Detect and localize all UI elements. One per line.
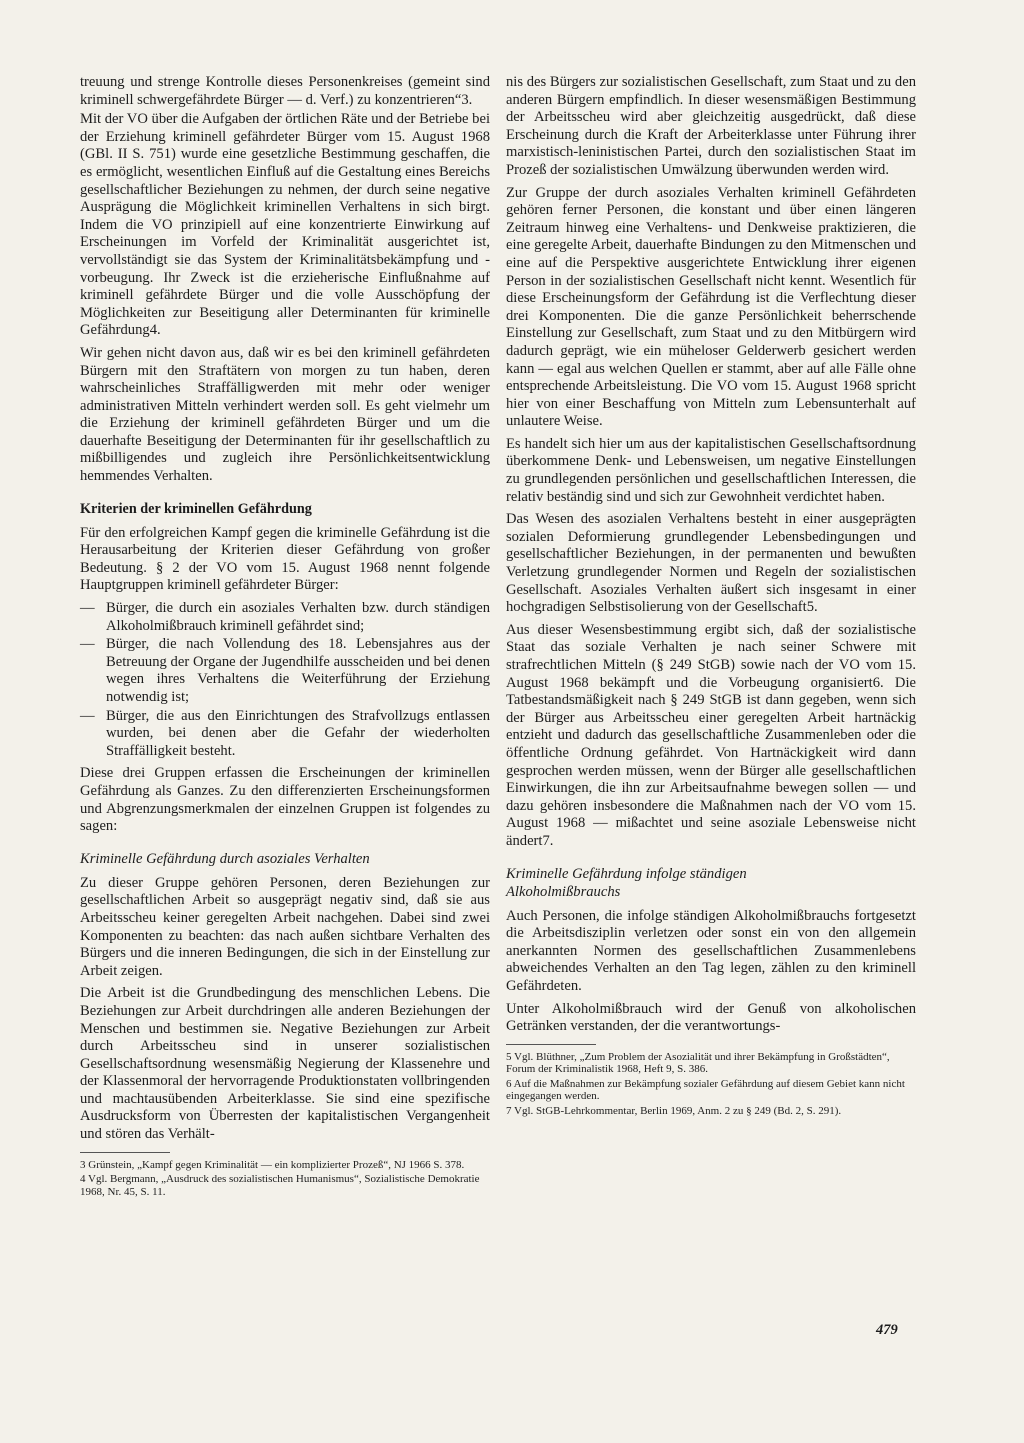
- paragraph: Zur Gruppe der durch asoziales Verhalten kriminell Gefährdeten gehören ferner Personen, die konstant und über einen längeren Zeitraum hinweg eine Verhaltens- und Denkweise praktizieren, die eine geregelte Arbeit, dauerhafte Bindungen zu den Mitmenschen und eine auf die Perspektive ausgerichtete Entwicklung ihrer eigenen Person in der sozialistischen Gesellschaft nicht kennt. Wesentlich für diese Erscheinungsform der Gefährdung ist die Verflechtung dieser drei Komponenten. Die die ganze Persönlichkeit beherrschende Einstellung zur Gesellschaft, zum Staat und zu den Mitbürgern wird dadurch geprägt, wie ein müheloser Gelderwerb gesichert werden kann — egal aus welchen Quellen er stammt, aber auf alle Fälle ohne entsprechende Arbeitsleistung. Die VO vom 15. August 1968 spricht hier von einer Beschaffung von Mitteln zum Lebensunterhalt auf unlautere Weise.: [506, 184, 916, 430]
- paragraph: Für den erfolgreichen Kampf gegen die kriminelle Gefährdung ist die Herausarbeitung der Kriterien dieser Gefährdung von großer Bedeutung. § 2 der VO vom 15. August 1968 nennt folgende Hauptgruppen kriminell gefährdeter Bürger:: [80, 524, 490, 594]
- paragraph: Aus dieser Wesensbestimmung ergibt sich, daß der sozialistische Staat das soziale Verhalten je nach seiner Schwere mit strafrechtlichen Mitteln (§ 249 StGB) sowie nach der VO vom 15. August 1968 bekämpft und die Vorbeugung organisiert6. Die Tatbestandsmäßigkeit nach § 249 StGB ist dann gegeben, wenn sich der Bürger aus Arbeitsscheu einer geregelten Arbeit hartnäckig entzieht und dadurch das gesellschaftliche Zusammenleben oder die öffentliche Ordnung gefährdet. Von Hartnäckigkeit wird dann gesprochen werden müssen, wenn der Bürger alle gesellschaftlichen Einwirkungen, die ihn zur Arbeitsaufnahme bewegen sollen — und dazu gehören insbesondere die Maßnahmen nach der VO vom 15. August 1968 — mißachtet und seine asoziale Lebensweise nicht ändert7.: [506, 621, 916, 849]
- paragraph: Auch Personen, die infolge ständigen Alkoholmißbrauchs fortgesetzt die Arbeitsdisziplin verletzen oder sonst ein von den allgemein anerkannten Normen des gesellschaftlichen Zusammenlebens abweichendes Verhalten an den Tag legen, zählen zu den kriminell Gefährdeten.: [506, 907, 916, 994]
- paragraph: Es handelt sich hier um aus der kapitalistischen Gesellschaftsordnung überkommene Denk- und Lebensweisen, um negative Einstellungen zu grundlegenden persönlichen und gesellschaftlichen Interessen, die relativ beständig sind und sich zur Gewohnheit verdichtet haben.: [506, 435, 916, 505]
- list-item-text: Bürger, die aus den Einrichtungen des Strafvollzugs entlassen wurden, bei denen aber die Gefahr der wiederholten Straffälligkeit besteht.: [106, 707, 490, 759]
- paragraph: Das Wesen des asozialen Verhaltens besteht in einer ausgeprägten sozialen Deformierung grundlegender Lebensbedingungen und gesellschaftlicher Beziehungen, in der permanenten und bewußten Verletzung grundlegender Normen und Regeln der sozialistischen Gesellschaft. Asoziales Verhalten äußert sich insgesamt in einer hochgradigen Selbstisolierung von der Gesellschaft5.: [506, 511, 916, 616]
- list-dash: —: [80, 707, 95, 724]
- section-heading: Kriterien der kriminellen Gefährdung: [80, 500, 312, 517]
- criteria-list: [80, 600, 490, 760]
- paragraph: Wir gehen nicht davon aus, daß wir es bei den kriminell gefährdeten Bürgern mit den Straftätern von morgen zu tun haben, deren wahrscheinliches Straffälligwerden mit mehr oder weniger administrativen Mitteln verhindert werden soll. Es geht vielmehr um die Erziehung der kriminell gefährdeten Bürger und um die dauerhafte Beseitigung der Determinanten für ihr gesellschaftlich zu mißbilligendes und zugleich ihre Persönlichkeitsentwicklung hemmendes Verhalten.: [80, 344, 490, 485]
- paragraph: nis des Bürgers zur sozialistischen Gesellschaft, zum Staat und zu den anderen Bürgern empfindlich. In dieser wesensmäßigen Bestimmung der Arbeitsscheu wird aber gleichzeitig ausgedrückt, daß diese Erscheinung durch die Kraft der Arbeiterklasse unter Führung ihrer marxistisch-leninistischen Partei, durch den sozialistischen Staat im Prozeß der sozialistischen Umwälzung überwunden werden wird.: [506, 74, 916, 178]
- list-item: [80, 600, 490, 635]
- subsection-heading: Kriminelle Gefährdung durch asoziales Verhalten: [80, 850, 370, 867]
- paragraph: Diese drei Gruppen erfassen die Erscheinungen der kriminellen Gefährdung als Ganzes. Zu den differenzierten Erscheinungsformen und Abgrenzungsmerkmalen der einzelnen Gruppen ist folgendes zu sagen:: [80, 765, 490, 835]
- footnote: 4 Vgl. Bergmann, „Ausdruck des sozialistischen Humanismus“, Sozialistische Demokratie 1968, Nr. 45, S. 11.: [80, 1173, 480, 1198]
- list-dash: —: [80, 636, 95, 653]
- footnote: 5 Vgl. Blüthner, „Zum Problem der Asozialität und ihrer Bekämpfung in Großstädten“, Forum der Kriminalistik 1968, Heft 9, S. 386.: [506, 1050, 890, 1076]
- left-column: [80, 74, 490, 1200]
- list-item: [80, 636, 490, 706]
- right-column: [506, 74, 916, 1120]
- list-item-text: Bürger, die durch ein asoziales Verhalten bzw. durch ständigen Alkoholmißbrauch kriminell gefährdet sind;: [106, 600, 490, 634]
- footnote: 6 Auf die Maßnahmen zur Bekämpfung sozialer Gefährdung auf diesem Gebiet kann nicht eingegangen werden.: [506, 1077, 905, 1103]
- paragraph: Mit der VO über die Aufgaben der örtlichen Räte und der Betriebe bei der Erziehung kriminell gefährdeter Bürger vom 15. August 1968 (GBl. II S. 751) wurde eine gesetzliche Bestimmung geschaffen, die es ermöglicht, wesentlichen Einfluß auf die Gestaltung eines Bereichs gesellschaftlicher Beziehungen zu nehmen, der durch seine negative Ausprägung die Möglichkeit kriminellen Verhaltens in sich birgt. Indem die VO prinzipiell auf eine konzentrierte Einwirkung auf Erscheinungen im Vorfeld der Kriminalität ausgerichtet ist, vervollständigt sie das System der Kriminalitätsbekämpfung und -vorbeugung. Ihr Zweck ist die erzieherische Einflußnahme auf kriminell gefährdete Bürger und die volle Ausschöpfung der Möglichkeiten zur Beseitigung aller Determinanten für kriminelle Gefährdung4.: [80, 111, 490, 339]
- subsection-heading: Kriminelle Gefährdung infolge ständigen Alkoholmißbrauchs: [506, 865, 747, 900]
- footnote-divider: [80, 1152, 170, 1153]
- list-dash: —: [80, 600, 95, 617]
- footnote: 3 Grünstein, „Kampf gegen Kriminalität — ein komplizierter Prozeß“, NJ 1966 S. 378.: [80, 1158, 465, 1171]
- list-item-text: Bürger, die nach Vollendung des 18. Lebensjahres aus der Betreuung der Organe der Jugendhilfe ausscheiden und bei denen wegen ihres Verhaltens die Weiterführung der Erziehung notwendig ist;: [106, 636, 490, 705]
- list-item: [80, 708, 490, 761]
- paragraph: treuung und strenge Kontrolle dieses Personenkreises (gemeint sind kriminell schwergefährdete Bürger — d. Verf.) zu konzentrieren“3.: [80, 74, 490, 108]
- paragraph: Zu dieser Gruppe gehören Personen, deren Beziehungen zur gesellschaftlichen Arbeit so ausgeprägt negativ sind, daß sie aus Arbeitsscheu keiner geregelten Arbeit nachgehen. Dabei sind zwei Komponenten zu beachten: das nach außen sichtbare Verhalten des Bürgers und die inneren Bedingungen, die sich in der Einstellung zur Arbeit zeigen.: [80, 874, 490, 979]
- paragraph: Unter Alkoholmißbrauch wird der Genuß von alkoholischen Getränken verstanden, der die verantwortungs-: [506, 1000, 916, 1035]
- paragraph: Die Arbeit ist die Grundbedingung des menschlichen Lebens. Die Beziehungen zur Arbeit durchdringen alle anderen Beziehungen der Menschen und bestimmen sie. Negative Beziehungen zur Arbeit durch Arbeitsscheu sind in unserer sozialistischen Gesellschaftsordnung wesensmäßig Negierung der Klassenehre und der Klassenmoral der hervorragende Produktionstaten vollbringenden und machtausübenden Arbeiterklasse. Sie sind eine spezifische Ausdrucksform von Überresten der kapitalistischen Vergangenheit und stören das Verhält-: [80, 985, 490, 1143]
- page-number: 479: [876, 1322, 898, 1338]
- footnote: 7 Vgl. StGB-Lehrkommentar, Berlin 1969, Anm. 2 zu § 249 (Bd. 2, S. 291).: [506, 1105, 842, 1118]
- footnote-divider: [506, 1044, 596, 1045]
